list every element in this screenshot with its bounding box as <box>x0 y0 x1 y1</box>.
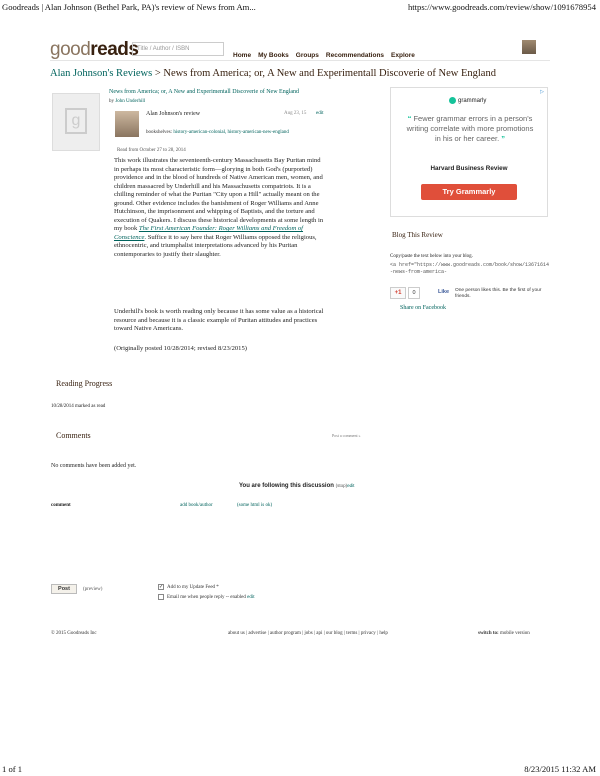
review-paragraph-1: This work illustrates the seventeenth-century Massachusetts Bay Puritan mind in perhaps its most characteristic form—glorying in both God's (purported) providence and in the blood of hundreds of Native American men, women, and children massacred by Underhill and his Massachusetts compatriots. It is a chilling reminder of what the Puritan "City upon a Hill" actually meant on the ground. Other evidence includes the banishment of Roger Williams and Anne Hutchinson, the imprisonment and whipping of Baptists, and the torture and execution of Quakers. I discuss these historical developments at some length in my book The First American Founder: Roger Williams and Freedom of Conscience. Suffice it to say here that Roger Williams opposed the religious, ethnocentric, and triumphalist interpretations advanced by his Puritan contemporaries to justify their slaughter. <box>114 157 324 258</box>
search-input[interactable]: Title / Author / ISBN <box>132 42 224 56</box>
preview-link[interactable]: (preview) <box>83 587 103 592</box>
book-cover[interactable] <box>52 93 100 151</box>
facebook-like-text: One person likes this. Be the first of your friends. <box>455 288 542 299</box>
footer-author-program[interactable]: author program <box>269 631 301 636</box>
goodreads-logo[interactable]: goodreads <box>50 39 139 60</box>
review-date: Aug 23, 15 <box>284 111 307 116</box>
footer-privacy[interactable]: privacy <box>360 631 376 636</box>
comment-textarea[interactable] <box>51 512 321 578</box>
print-page-title: Goodreads | Alan Johnson (Bethel Park, PA)'s review of News from Am... <box>2 2 256 12</box>
grammarly-ad[interactable] <box>390 87 548 217</box>
google-plus-count: 0 <box>408 287 420 299</box>
footer-jobs[interactable]: jobs <box>304 631 313 636</box>
add-book-author-link[interactable]: add book/author <box>180 503 213 508</box>
share-facebook-link[interactable]: Share on Facebook <box>400 305 446 311</box>
add-to-feed-checkbox[interactable]: ✓ <box>159 585 164 590</box>
ad-choices-icon[interactable]: ▷ <box>540 90 544 95</box>
header-divider <box>50 60 550 61</box>
reviewer-avatar[interactable] <box>115 111 139 137</box>
ad-quote: “ Fewer grammar errors in a person's writing correlate with more promotions in his or her career. ” <box>406 114 534 143</box>
blog-instructions: Copy/paste the text below into your blog. <box>390 254 473 259</box>
reading-progress-entry: 10/28/2014 marked as read <box>51 404 106 409</box>
read-range: Read from October 27 to 28, 2014 <box>117 148 186 153</box>
print-page-url: https://www.goodreads.com/review/show/1091678954 <box>407 2 596 12</box>
blog-embed-code[interactable]: <a href="https://www.goodreads.com/book/show/13671614-news-from-america- <box>390 262 550 275</box>
first-american-founder-link[interactable]: The First American Founder: Roger Williams and Freedom of Conscience <box>114 225 304 241</box>
review-paragraph-3: (Originally posted 10/28/2014; revised 8/23/2015) <box>114 345 247 352</box>
footer-links: about us | advertise | author program | jobs | api | our blog | terms | privacy | help <box>228 631 388 636</box>
footer-terms[interactable]: terms <box>346 631 358 636</box>
footer-about-us[interactable]: about us <box>228 631 245 636</box>
bookshelves: bookshelves: history-american-colonial, history-american-new-england <box>146 130 289 135</box>
nav-groups[interactable]: Groups <box>295 52 319 59</box>
no-comments-text: No comments have been added yet. <box>51 463 137 469</box>
footer-api[interactable]: api <box>316 631 323 636</box>
google-plus-button[interactable]: +1 <box>390 287 406 299</box>
reviewer-reviews-link[interactable]: Alan Johnson's Reviews <box>50 68 153 79</box>
footer-advertise[interactable]: advertise <box>248 631 267 636</box>
comment-label: comment <box>51 503 71 508</box>
footer-help[interactable]: help <box>379 631 388 636</box>
nav-home[interactable]: Home <box>233 52 252 59</box>
copyright: © 2015 Goodreads Inc <box>51 631 97 636</box>
shelf-links[interactable]: history-american-colonial, history-american-new-england <box>173 130 289 135</box>
book-placeholder-icon: g <box>65 108 87 134</box>
switch-version: switch to: mobile version <box>478 631 530 636</box>
following-discussion: You are following this discussion (stop)edit <box>239 483 355 489</box>
book-byline: by John Underhill <box>109 99 146 104</box>
try-grammarly-button[interactable]: Try Grammarly <box>421 184 517 200</box>
print-page-number: 1 of 1 <box>2 764 23 774</box>
user-avatar[interactable] <box>522 40 536 54</box>
following-edit-link[interactable]: edit <box>347 483 355 488</box>
comments-title: Comments <box>56 431 91 440</box>
email-edit-link[interactable]: edit <box>247 595 255 600</box>
email-replies-label: Email me when people reply -- enabled edit <box>167 595 255 600</box>
add-to-feed-label: Add to my Update Feed * <box>167 585 219 590</box>
print-datetime: 8/23/2015 11:32 AM <box>524 764 596 774</box>
ad-source: Harvard Business Review <box>430 165 508 172</box>
nav-recommendations[interactable]: Recommendations <box>325 52 385 59</box>
heading-book-title: News from America; or, A New and Experimentall Discoverie of New England <box>163 68 496 79</box>
grammarly-logo-icon <box>449 97 456 104</box>
review-edit-link[interactable]: edit <box>316 111 324 116</box>
review-paragraph-2: Underhill's book is worth reading only because it has some value as a historical resource and because it is a classic example of Puritan attitudes and practices toward Native Americans. <box>114 308 324 332</box>
footer-our-blog[interactable]: our blog <box>325 631 343 636</box>
post-comment-button[interactable]: Post <box>51 584 77 594</box>
some-html-link[interactable]: (some html is ok) <box>237 503 273 508</box>
mobile-version-link[interactable]: mobile version <box>499 631 530 636</box>
reviewer-name[interactable]: Alan Johnson's review <box>146 111 201 117</box>
facebook-like-button[interactable]: Like <box>438 289 450 295</box>
grammarly-brand: grammarly <box>449 97 486 104</box>
post-comment-link[interactable]: Post a comment » <box>332 433 361 438</box>
blog-title: Blog This Review <box>392 231 443 239</box>
nav-my-books[interactable]: My Books <box>258 52 289 59</box>
unfollow-link[interactable]: (stop) <box>335 483 348 488</box>
author-link[interactable]: John Underhill <box>115 99 146 104</box>
reading-progress-title: Reading Progress <box>56 379 113 388</box>
page-heading: Alan Johnson's Reviews > News from America; or, A New and Experimentall Discoverie of New England <box>50 68 496 79</box>
nav-explore[interactable]: Explore <box>391 52 415 59</box>
book-title-link[interactable]: News from America; or, A New and Experimentall Discoverie of New England <box>109 89 300 95</box>
email-replies-checkbox[interactable] <box>158 594 164 600</box>
